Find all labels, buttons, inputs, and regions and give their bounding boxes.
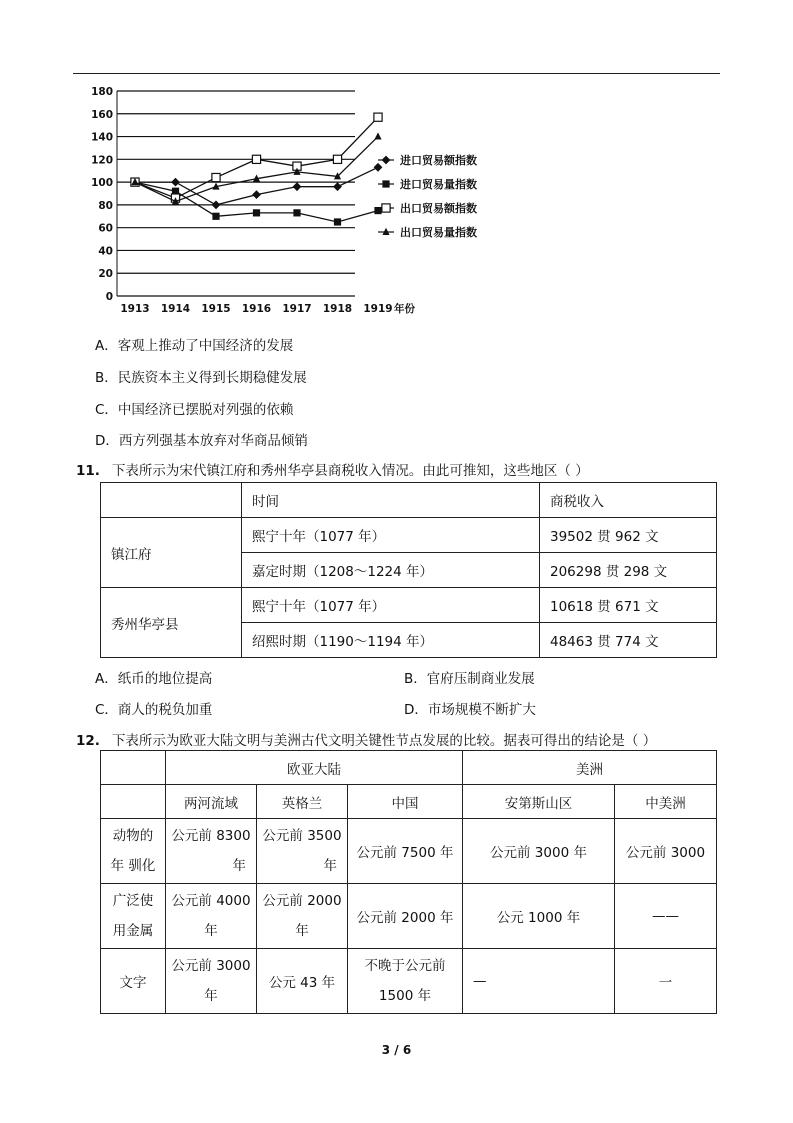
table-row xyxy=(101,483,717,518)
trade-index-chart xyxy=(82,82,477,317)
table-row xyxy=(101,949,717,1014)
x-tick-label: 1918 xyxy=(322,303,353,315)
q11-option-b: B．官府压制商业发展 xyxy=(404,671,535,687)
y-tick-label: 180 xyxy=(91,86,113,98)
import-volume-point xyxy=(293,209,300,216)
table-cell: —— xyxy=(615,884,717,949)
q12-stem xyxy=(76,729,656,749)
y-tick-label: 140 xyxy=(91,131,113,144)
table-row xyxy=(101,751,717,785)
import-volume-point xyxy=(212,213,219,220)
export-value-point xyxy=(252,155,260,163)
y-tick-label: 120 xyxy=(91,154,113,167)
x-axis-unit: 年份 xyxy=(394,303,415,315)
y-tick-label: 160 xyxy=(91,108,113,121)
import-volume-point xyxy=(253,209,260,216)
table-cell: 嘉定时期（1208～1224 年） xyxy=(242,553,540,588)
q11-option-a: A．纸币的地位提高 xyxy=(95,671,213,687)
y-tick-label: 0 xyxy=(105,291,113,303)
table-row xyxy=(101,884,717,949)
export-value-point xyxy=(374,113,382,121)
table-place: 秀州华亭县 xyxy=(101,588,242,658)
row-label: 文字 xyxy=(101,949,166,1014)
export-volume-point xyxy=(374,132,381,139)
sub-header: 中国 xyxy=(348,785,463,819)
import-value-point xyxy=(374,163,383,172)
import-value-point xyxy=(171,178,180,187)
y-tick-label: 60 xyxy=(98,222,113,235)
q10-option-c: C．中国经济已摆脱对列强的依赖 xyxy=(95,402,294,418)
q11-stem xyxy=(76,459,589,479)
table-row xyxy=(101,588,717,623)
import-value-point xyxy=(212,200,221,209)
legend-marker xyxy=(382,156,391,165)
export-value-point xyxy=(333,155,341,163)
table-place: 镇江府 xyxy=(101,518,242,588)
q11-number: 11. xyxy=(76,463,100,479)
x-tick-label: 1917 xyxy=(282,303,312,315)
legend-label: 出口贸易量指数 xyxy=(400,226,477,239)
y-tick-label: 40 xyxy=(98,245,113,258)
table-cell: 一 xyxy=(615,949,717,1014)
x-tick-label: 1916 xyxy=(241,303,272,315)
table-cell: 10618 贯 671 文 xyxy=(540,588,717,623)
export-value-point xyxy=(212,173,220,181)
q12-table xyxy=(100,750,717,1014)
table-cell: 公元前 3000 年 xyxy=(166,949,257,1014)
q11-text: 下表所示为宋代镇江府和秀州华亭县商税收入情况。由此可推知，这些地区（ ） xyxy=(111,463,589,479)
import-value-point xyxy=(293,182,302,191)
table-cell: 公元前 2000 年 xyxy=(348,884,463,949)
group-header-eurasia: 欧亚大陆 xyxy=(166,751,463,785)
q10-option-d: D．西方列强基本放弃对华商品倾销 xyxy=(95,433,308,449)
import-volume-point xyxy=(334,218,341,225)
legend-label: 进口贸易额指数 xyxy=(400,154,477,167)
x-tick-label: 1915 xyxy=(201,303,231,315)
table-cell: 206298 贯 298 文 xyxy=(540,553,717,588)
sub-header: 两河流域 xyxy=(166,785,257,819)
sub-header: 英格兰 xyxy=(257,785,348,819)
table-cell: 公元前 3000 xyxy=(615,819,717,884)
legend-label: 出口贸易额指数 xyxy=(400,202,477,215)
table-cell: 公元前 3500 年 xyxy=(257,819,348,884)
page-number: 3 / 6 xyxy=(381,1043,412,1057)
q12-text: 下表所示为欧亚大陆文明与美洲古代文明关键性节点发展的比较。据表可得出的结论是（ ） xyxy=(111,733,657,749)
table-cell: 公元前 3000 年 xyxy=(463,819,615,884)
x-tick-label: 1914 xyxy=(160,303,191,315)
header-rule xyxy=(73,73,720,74)
q10-option-b: B．民族资本主义得到长期稳健发展 xyxy=(95,370,307,386)
y-tick-label: 80 xyxy=(98,199,113,212)
table-cell xyxy=(101,483,242,518)
table-cell: 公元前 2000 年 xyxy=(257,884,348,949)
table-cell: 公元前 8300 年 xyxy=(166,819,257,884)
import-value-point xyxy=(333,182,342,191)
y-tick-label: 20 xyxy=(98,268,113,281)
q11-option-c: C．商人的税负加重 xyxy=(95,702,213,718)
q12-number: 12. xyxy=(76,733,100,749)
table-cell: 39502 贯 962 文 xyxy=(540,518,717,553)
table-header-time: 时间 xyxy=(242,483,540,518)
table-row xyxy=(101,819,717,884)
table-cell: 不晚于公元前 1500 年 xyxy=(348,949,463,1014)
table-cell xyxy=(101,785,166,819)
legend-label: 进口贸易量指数 xyxy=(400,178,477,191)
table-cell: 熙宁十年（1077 年） xyxy=(242,588,540,623)
sub-header: 中美洲 xyxy=(615,785,717,819)
table-cell: 48463 贯 774 文 xyxy=(540,623,717,658)
row-label: 动物的 年 驯化 xyxy=(101,819,166,884)
table-cell: — xyxy=(463,949,615,1014)
table-row xyxy=(101,785,717,819)
q11-table xyxy=(100,482,717,658)
x-tick-label: 1913 xyxy=(120,303,150,315)
q10-option-a: A．客观上推动了中国经济的发展 xyxy=(95,338,294,354)
legend-marker xyxy=(382,204,390,212)
table-cell: 公元 1000 年 xyxy=(463,884,615,949)
sub-header: 安第斯山区 xyxy=(463,785,615,819)
table-row xyxy=(101,518,717,553)
legend-marker xyxy=(382,180,389,187)
table-cell: 公元 43 年 xyxy=(257,949,348,1014)
table-header-tax: 商税收入 xyxy=(540,483,717,518)
table-cell: 绍熙时期（1190～1194 年） xyxy=(242,623,540,658)
row-label: 广泛使 用金属 xyxy=(101,884,166,949)
x-tick-label: 1919 xyxy=(363,303,393,315)
import-value-point xyxy=(252,190,261,199)
q11-option-d: D．市场规模不断扩大 xyxy=(404,702,536,718)
table-cell xyxy=(101,751,166,785)
table-cell: 公元前 4000 年 xyxy=(166,884,257,949)
table-cell: 熙宁十年（1077 年） xyxy=(242,518,540,553)
group-header-americas: 美洲 xyxy=(463,751,717,785)
y-tick-label: 100 xyxy=(91,177,113,190)
table-cell: 公元前 7500 年 xyxy=(348,819,463,884)
